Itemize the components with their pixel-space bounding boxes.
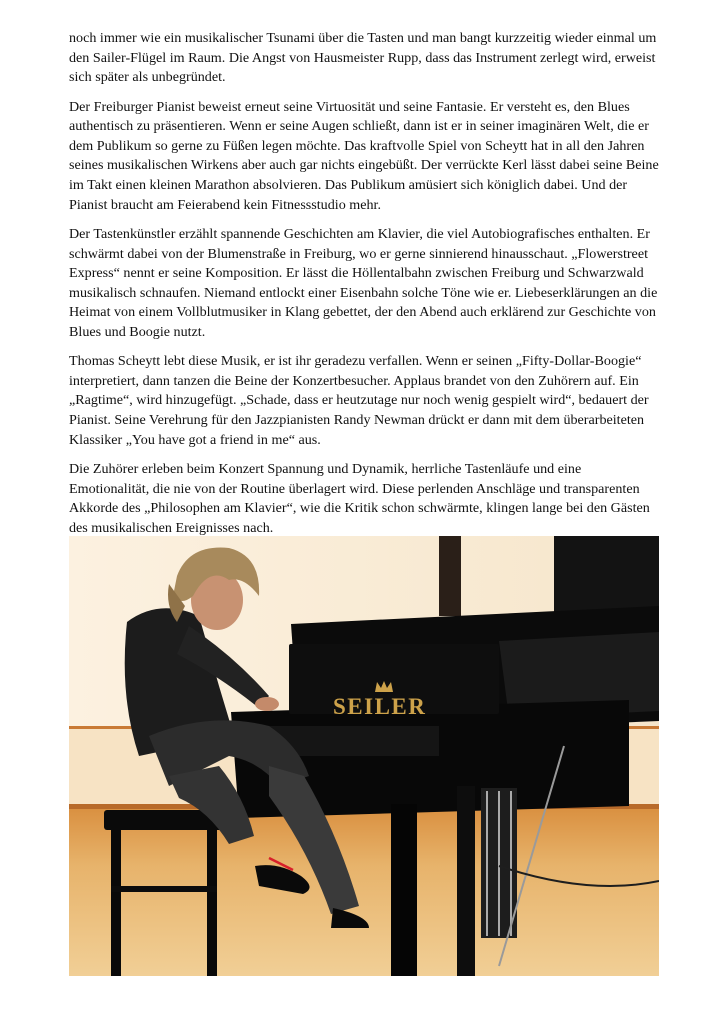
piano-leg bbox=[391, 804, 417, 976]
article-body bbox=[69, 29, 659, 548]
bench-leg bbox=[111, 830, 121, 976]
paragraph: Thomas Scheytt lebt diese Musik, er ist ihr geradezu verfallen. Wenn er seinen „Fifty-Dollar-Boogie“ interpretiert, dann tanzen die Beine der Konzertbesucher. Applaus brandet von den Zuhörern auf. Ein „Ragtime“, wird hinzugefügt. „Schade, dass er heutzutage nur noch wenig gespielt wird“, bedauert der Pianist. Seine Verehrung für den Jazzpianisten Randy Newman drückt er dann mit dem überarbeiteten Klassiker „You have got a friend in me“ aus. bbox=[69, 353, 649, 448]
paragraph: Der Freiburger Pianist beweist erneut seine Virtuosität und seine Fantasie. Er versteht es, den Blues authentisch zu präsentieren. Wenn er seine Augen schließt, dann ist er in seiner imaginären Welt, die er dem Publikum so gerne zu Füßen legen möchte. Das kraftvolle Spiel von Scheytt hat in all den Jahren seines musikalischen Wirkens aber auch gar nichts eingebüßt. Der verrückte Kerl lässt dabei seine Beine im Takt einen kleinen Marathon absolvieren. Das Publikum amüsiert sich königlich dabei. Und der Pianist braucht am Feierabend kein Fitnessstudio mehr. bbox=[69, 98, 659, 213]
paragraph: noch immer wie ein musikalischer Tsunami über die Tasten und man bangt kurzzeitig wieder einmal um den Sailer-Flügel im Raum. Die Angst von Hausmeister Rupp, dass das Instrument zerlegt wird, erweist sich später als unbegründet. bbox=[69, 30, 657, 86]
paragraph: Der Tastenkünstler erzählt spannende Geschichten am Klavier, die viel Autobiografisches enthalten. Er schwärmt dabei von der Blumenstraße in Freiburg, wo er gerne sinnierend hinausschaut. „Flowerstreet Express“ nennt er seine Komposition. Er lässt die Höllentalbahn zwischen Freiburg und Schwarzwald musikalisch schnaufen. Niemand entlockt einer Eisenbahn solche Töne wie er. Liebeserklärungen an die Heimat von einem Vollblutmusiker in Klang gebettet, der den Abend auch erklärend zur Geschichte von Blues und Boogie nutzt. bbox=[69, 225, 658, 340]
pianist-hand bbox=[255, 697, 279, 711]
piano-brand-logo: SEILER bbox=[333, 694, 427, 719]
concert-photo bbox=[69, 536, 659, 976]
bench-leg bbox=[207, 830, 217, 976]
door-frame bbox=[439, 536, 461, 616]
piano-leg bbox=[457, 786, 475, 976]
paragraph: Die Zuhörer erleben beim Konzert Spannung und Dynamik, herrliche Tastenläufe und eine Emotionalität, die nie von der Routine überlagert wird. Diese perlenden Anschläge und transparenten Akkorde des „Philosophen am Klavier“, wie die Kritik schon schwärmte, klingen lange bei den Gästen des musikalischen Ereignisses nach. bbox=[69, 461, 650, 536]
